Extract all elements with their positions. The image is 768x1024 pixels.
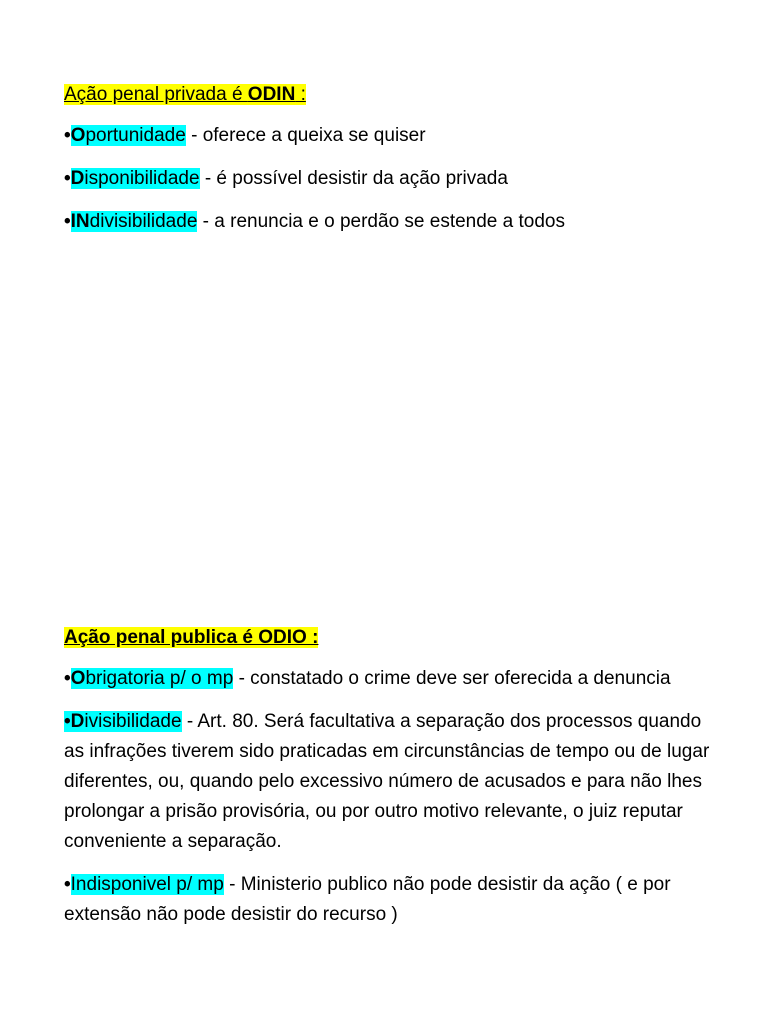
bullet: • — [64, 874, 71, 895]
term-initial: D — [70, 168, 85, 189]
acao-penal-privada-section — [64, 80, 724, 250]
term-rest: ivisibilidade — [84, 711, 182, 732]
term-initial: O — [70, 668, 86, 689]
term-rest: isponibilidade — [84, 168, 200, 189]
item-description: - constatado o crime deve ser oferecida a denuncia — [233, 668, 671, 689]
term-indivisibilidade — [71, 211, 198, 232]
term-rest: brigatoria p/ o mp — [85, 668, 234, 689]
item-description: - oferece a queixa se quiser — [185, 125, 426, 146]
term-rest: portunidade — [85, 125, 186, 146]
term-divisibilidade — [64, 711, 182, 732]
term-rest: divisibilidade — [89, 211, 198, 232]
bullet: • — [64, 211, 71, 232]
bullet: • — [64, 668, 71, 689]
bullet: • — [64, 125, 71, 146]
term-disponibilidade — [71, 168, 200, 189]
acao-penal-publica-section — [64, 623, 724, 943]
privada-heading-highlight — [64, 84, 306, 105]
term-initial: •D — [64, 711, 85, 732]
term-oportunidade — [71, 125, 186, 146]
privada-heading-acronym: ODIN — [247, 84, 296, 105]
term-initial: IN — [70, 211, 90, 232]
publica-item-indisponivel — [64, 870, 724, 930]
privada-item-indivisibilidade — [64, 207, 724, 237]
term-indisponivel: Indisponivel p/ mp — [70, 874, 224, 895]
privada-heading-colon: : — [295, 84, 306, 105]
privada-heading-text: Ação penal privada é — [64, 84, 248, 105]
publica-heading — [64, 623, 724, 653]
publica-heading-text: Ação penal publica é ODIO : — [64, 627, 319, 648]
publica-item-divisibilidade — [64, 707, 724, 857]
item-description: - a renuncia e o perdão se estende a todos — [197, 211, 565, 232]
term-obrigatoria — [71, 668, 234, 689]
item-description: - Art. 80. Será facultativa a separação dos processos quando as infrações tiverem sido praticadas em circunstâncias de tempo ou de lugar diferentes, ou, quando pelo excessivo número de acusados e para não lhes prolongar a prisão provisória, ou por outro motivo relevante, o juiz reputar conveniente a separação. — [64, 711, 710, 852]
privada-item-disponibilidade — [64, 164, 724, 194]
privada-item-oportunidade — [64, 121, 724, 151]
item-description: - é possível desistir da ação privada — [199, 168, 508, 189]
item-description: - Ministerio publico não pode desistir da ação ( e por extensão não pode desistir do recurso ) — [64, 874, 671, 925]
privada-heading — [64, 80, 724, 110]
bullet: • — [64, 168, 71, 189]
term-initial: O — [70, 125, 86, 146]
publica-item-obrigatoria — [64, 664, 724, 694]
